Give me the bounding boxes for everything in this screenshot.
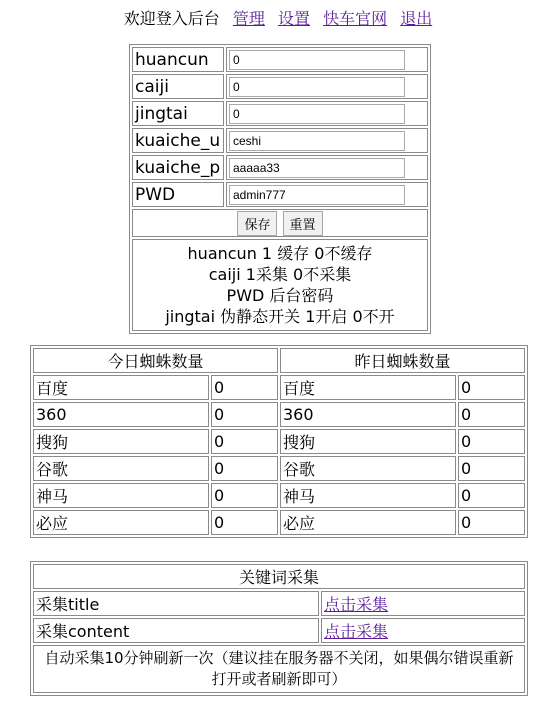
config-form	[129, 44, 431, 334]
reset-button[interactable]: 重置	[283, 211, 323, 236]
engine-name: 搜狗	[280, 429, 456, 454]
yesterday-count: 0	[458, 375, 525, 400]
engine-name: 百度	[280, 375, 456, 400]
config-row-kuaiche-u	[132, 128, 428, 153]
collect-title: 关键词采集	[33, 564, 525, 589]
today-spider-title: 今日蜘蛛数量	[33, 348, 278, 373]
help-line: PWD 后台密码	[226, 286, 334, 305]
today-count: 0	[211, 456, 278, 481]
config-key: PWD	[132, 182, 224, 207]
nav-link-settings[interactable]: 设置	[277, 9, 310, 28]
config-row-huancun	[132, 47, 428, 72]
kuaiche-p-input[interactable]	[229, 158, 405, 178]
config-row-jingtai	[132, 101, 428, 126]
today-count: 0	[211, 483, 278, 508]
top-nav	[0, 6, 556, 29]
table-row	[33, 618, 525, 643]
today-count: 0	[211, 429, 278, 454]
help-line: jingtai 伪静态开关 1开启 0不开	[165, 307, 395, 326]
help-line: huancun 1 缓存 0不缓存	[187, 244, 373, 263]
engine-name: 神马	[280, 483, 456, 508]
collect-label: 采集title	[33, 591, 319, 616]
config-key: jingtai	[132, 101, 224, 126]
today-count: 0	[211, 402, 278, 427]
engine-name: 必应	[33, 510, 209, 535]
engine-name: 谷歌	[280, 456, 456, 481]
table-row	[33, 483, 525, 508]
yesterday-count: 0	[458, 456, 525, 481]
caiji-input[interactable]	[229, 77, 405, 97]
yesterday-count: 0	[458, 402, 525, 427]
engine-name: 搜狗	[33, 429, 209, 454]
kuaiche-u-input[interactable]	[229, 131, 405, 151]
today-count: 0	[211, 375, 278, 400]
welcome-text: 欢迎登入后台	[123, 9, 220, 28]
collect-note: 自动采集10分钟刷新一次（建议挂在服务器不关闭，如果偶尔错误重新打开或者刷新即可）	[33, 645, 525, 693]
yesterday-count: 0	[458, 483, 525, 508]
collect-title-link[interactable]: 点击采集	[324, 595, 389, 614]
engine-name: 360	[33, 402, 209, 427]
config-key: caiji	[132, 74, 224, 99]
config-row-caiji	[132, 74, 428, 99]
nav-link-official-site[interactable]: 快车官网	[323, 9, 388, 28]
form-buttons	[132, 209, 428, 237]
table-row	[33, 591, 525, 616]
pwd-input[interactable]	[229, 185, 405, 205]
engine-name: 神马	[33, 483, 209, 508]
huancun-input[interactable]	[229, 50, 405, 70]
nav-link-logout[interactable]: 退出	[400, 9, 433, 28]
config-row-kuaiche-p	[132, 155, 428, 180]
table-row	[33, 375, 525, 400]
save-button[interactable]: 保存	[237, 211, 277, 236]
table-row	[33, 429, 525, 454]
engine-name: 百度	[33, 375, 209, 400]
nav-link-manage[interactable]: 管理	[232, 9, 265, 28]
today-count: 0	[211, 510, 278, 535]
engine-name: 360	[280, 402, 456, 427]
collect-label: 采集content	[33, 618, 319, 643]
config-help	[132, 239, 428, 331]
config-row-pwd	[132, 182, 428, 207]
table-row	[33, 456, 525, 481]
yesterday-spider-title: 昨日蜘蛛数量	[280, 348, 525, 373]
table-row	[33, 402, 525, 427]
yesterday-count: 0	[458, 429, 525, 454]
config-key: kuaiche_p	[132, 155, 224, 180]
config-key: kuaiche_u	[132, 128, 224, 153]
engine-name: 必应	[280, 510, 456, 535]
keyword-collect-table	[30, 561, 528, 696]
collect-content-link[interactable]: 点击采集	[324, 622, 389, 641]
yesterday-count: 0	[458, 510, 525, 535]
config-key: huancun	[132, 47, 224, 72]
jingtai-input[interactable]	[229, 104, 405, 124]
help-line: caiji 1采集 0不采集	[208, 265, 352, 284]
spider-count-table	[30, 345, 528, 538]
table-row	[33, 510, 525, 535]
engine-name: 谷歌	[33, 456, 209, 481]
